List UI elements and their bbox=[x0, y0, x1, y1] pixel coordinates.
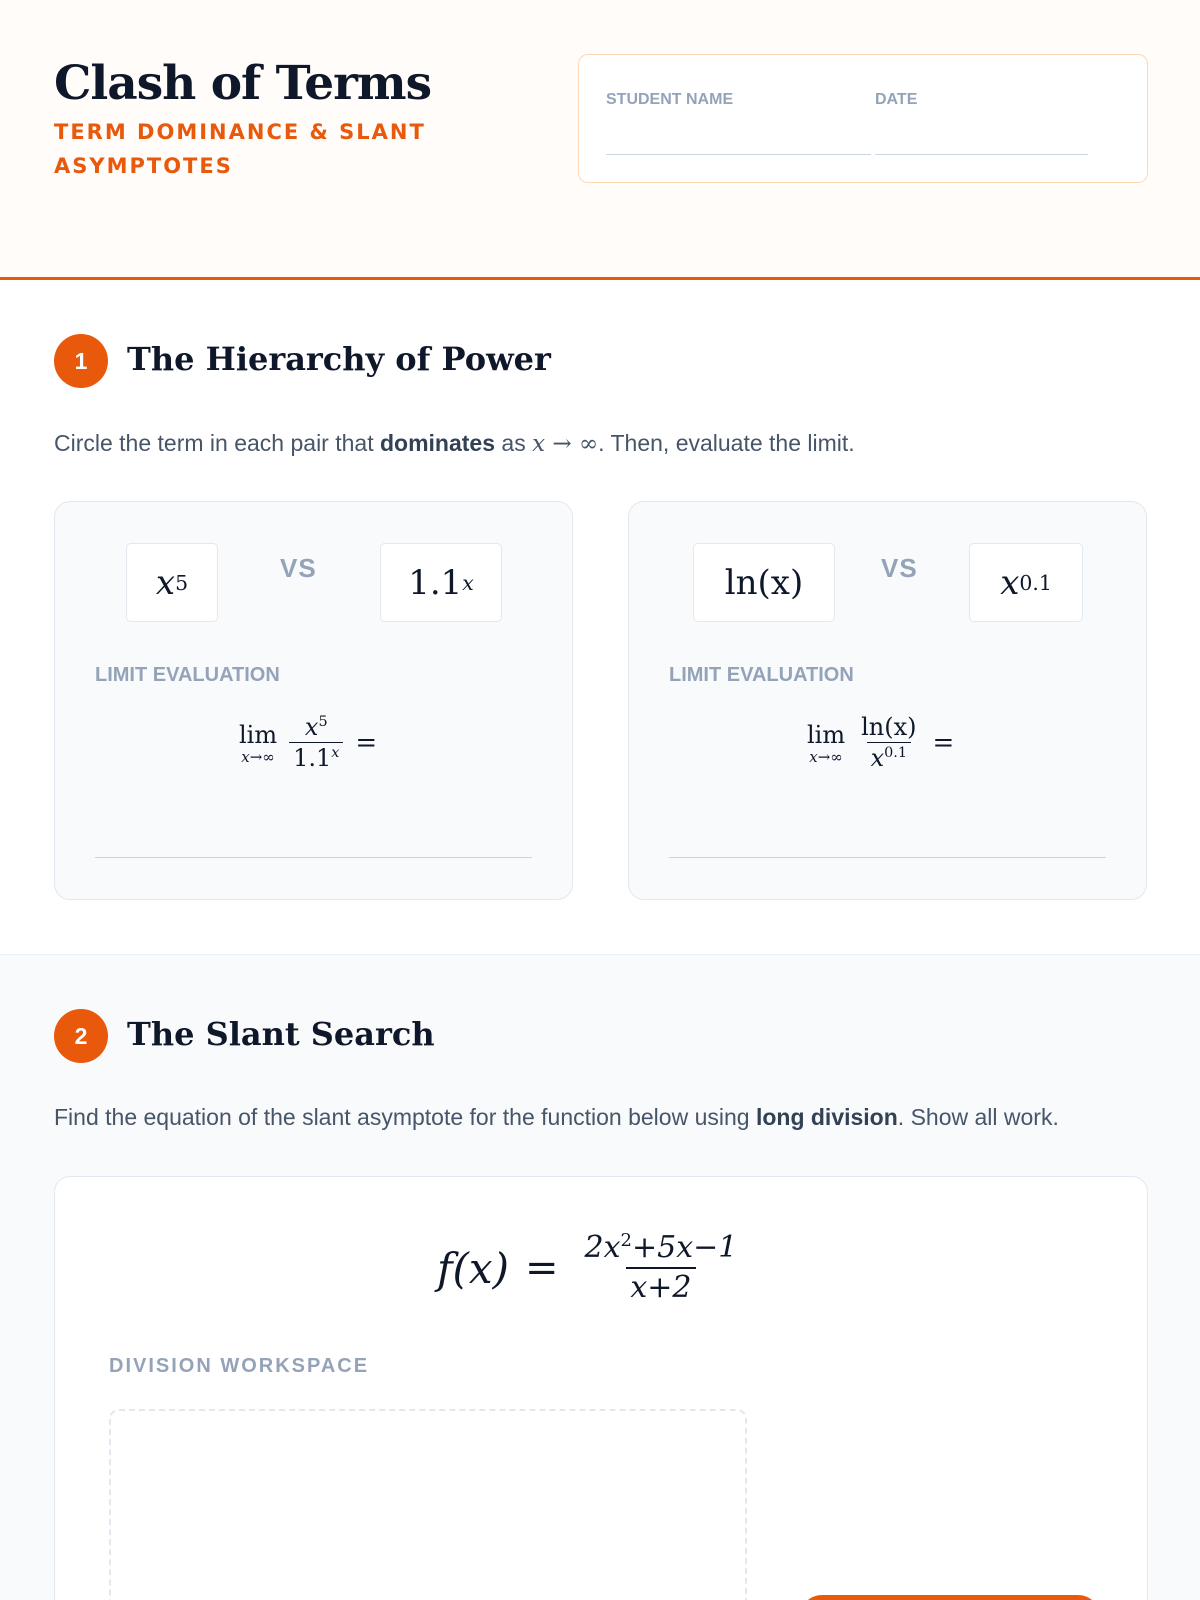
lim-subscript: x→∞ bbox=[241, 747, 275, 766]
numerator-term: 2x bbox=[584, 1230, 621, 1265]
lim-subscript: x→∞ bbox=[809, 747, 843, 766]
instruction-math: x → ∞ bbox=[532, 431, 599, 457]
division-workspace[interactable] bbox=[109, 1409, 747, 1600]
term-a-option[interactable] bbox=[693, 543, 835, 622]
term-base: x bbox=[870, 744, 885, 772]
vs-label: VS bbox=[280, 553, 317, 583]
numerator-rest: +5x−1 bbox=[632, 1230, 738, 1265]
term-b-option[interactable]: x 0.1 bbox=[969, 543, 1083, 622]
term-b-option[interactable]: 1.1 x bbox=[380, 543, 502, 622]
fraction-denominator bbox=[867, 742, 911, 773]
worksheet-header bbox=[0, 0, 1200, 280]
function-lhs: f(x) bbox=[437, 1243, 510, 1293]
term-base: x bbox=[1000, 562, 1020, 603]
section-1-instruction bbox=[54, 430, 855, 457]
term-base: x bbox=[304, 713, 319, 741]
fraction-denominator bbox=[289, 742, 343, 773]
section-2-instruction bbox=[54, 1104, 1059, 1131]
vs-label: VS bbox=[881, 553, 918, 583]
numerator-exponent: 2 bbox=[620, 1230, 632, 1251]
lim-operator bbox=[239, 721, 277, 765]
fraction-numerator bbox=[301, 712, 332, 742]
limit-expression bbox=[239, 712, 377, 773]
instruction-text: . Show all work. bbox=[897, 1104, 1059, 1130]
term-exponent: 5 bbox=[318, 714, 328, 730]
term-a-option[interactable]: x 5 bbox=[126, 543, 218, 622]
comparison-card-2 bbox=[628, 501, 1147, 900]
limit-fraction bbox=[289, 712, 343, 773]
lim-word: lim bbox=[807, 720, 846, 749]
instruction-text: Circle the term in each pair that bbox=[54, 430, 380, 456]
worksheet-title: Clash of Terms bbox=[54, 56, 432, 111]
term-base: x bbox=[155, 562, 176, 603]
limit-expression bbox=[807, 712, 954, 773]
function-fraction bbox=[581, 1229, 742, 1307]
section-2-badge: 2 bbox=[54, 1009, 108, 1063]
term-exponent: 0.1 bbox=[884, 745, 908, 761]
instruction-text: Find the equation of the slant asymptote for the function below using bbox=[54, 1104, 756, 1130]
instruction-bold-text: dominates bbox=[379, 430, 496, 456]
term-exponent: x bbox=[331, 745, 340, 761]
student-name-label: STUDENT NAME bbox=[606, 91, 734, 108]
term-base: ln(x) bbox=[724, 562, 804, 603]
fraction-numerator: ln(x) bbox=[861, 713, 917, 741]
limit-fraction bbox=[857, 712, 920, 773]
function-denominator: x+2 bbox=[626, 1267, 695, 1307]
instruction-text: . Then, evaluate the limit. bbox=[598, 430, 855, 456]
division-workspace-label: DIVISION WORKSPACE bbox=[109, 1355, 370, 1377]
section-1-badge: 1 bbox=[54, 334, 108, 388]
section-2-title: The Slant Search bbox=[127, 1015, 435, 1053]
term-base: 1.1 bbox=[408, 562, 463, 603]
limit-evaluation-label: LIMIT EVALUATION bbox=[669, 664, 854, 686]
limit-evaluation-label: LIMIT EVALUATION bbox=[95, 664, 280, 686]
instruction-bold-text: long division bbox=[755, 1104, 898, 1130]
date-field[interactable] bbox=[875, 154, 1088, 155]
rational-function bbox=[437, 1229, 747, 1307]
equals-sign: = bbox=[932, 727, 955, 758]
equals-sign: = bbox=[525, 1245, 559, 1291]
term-base: 1.1 bbox=[293, 744, 332, 772]
student-info-box bbox=[578, 54, 1148, 183]
slant-asymptote-card bbox=[54, 1176, 1148, 1600]
instruction-text: as bbox=[495, 430, 533, 456]
limit-answer-line[interactable] bbox=[669, 857, 1106, 858]
answer-button[interactable] bbox=[800, 1595, 1100, 1600]
lim-word: lim bbox=[239, 720, 278, 749]
limit-answer-line[interactable] bbox=[95, 857, 532, 858]
comparison-card-1 bbox=[54, 501, 573, 900]
equals-sign: = bbox=[355, 727, 378, 758]
function-numerator bbox=[581, 1229, 742, 1267]
lim-operator bbox=[807, 721, 845, 765]
section-1-title: The Hierarchy of Power bbox=[127, 340, 551, 378]
date-label: DATE bbox=[875, 91, 918, 108]
worksheet-subtitle: TERM DOMINANCE & SLANT ASYMPTOTES bbox=[54, 120, 426, 178]
student-name-field[interactable] bbox=[606, 154, 871, 155]
